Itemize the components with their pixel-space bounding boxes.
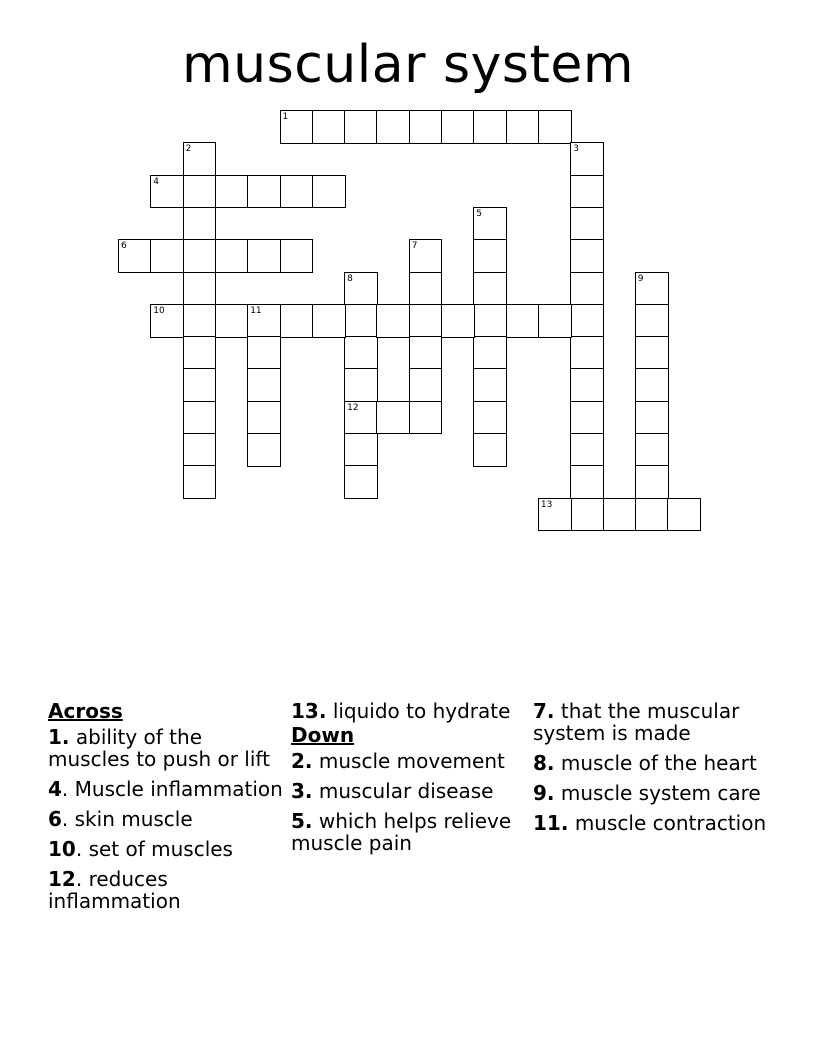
clue-text: skin muscle <box>74 807 193 831</box>
grid-cell[interactable] <box>247 175 281 209</box>
clue-number: 7 <box>533 699 547 723</box>
grid-cell[interactable] <box>473 239 507 273</box>
grid-cell[interactable] <box>247 239 281 273</box>
clue-number: 13 <box>291 699 319 723</box>
grid-cell[interactable] <box>635 272 669 306</box>
clue-text: muscle movement <box>318 749 505 773</box>
grid-cell[interactable] <box>312 110 346 144</box>
grid-cell[interactable] <box>215 239 249 273</box>
grid-cell[interactable] <box>570 368 604 402</box>
cell-number: 10 <box>153 305 165 316</box>
grid-cell[interactable] <box>280 175 314 209</box>
grid-cell[interactable] <box>570 142 604 176</box>
cell-number: 1 <box>282 112 289 122</box>
grid-cell[interactable] <box>506 110 540 144</box>
grid-cell[interactable] <box>312 304 346 338</box>
cell-number: 4 <box>153 176 160 187</box>
grid-cell[interactable] <box>409 368 443 402</box>
grid-cell[interactable] <box>473 368 507 402</box>
grid-cell[interactable] <box>247 336 281 370</box>
clue-down-7: 7. that the muscular system is made <box>533 699 740 745</box>
grid-cell[interactable] <box>538 110 572 144</box>
cell-number: 11 <box>250 305 262 316</box>
grid-cell[interactable] <box>409 336 443 370</box>
clue-number: 4 <box>48 777 62 801</box>
grid-cell[interactable] <box>473 110 507 144</box>
grid-cell[interactable] <box>409 304 443 338</box>
grid-cell[interactable] <box>570 175 604 209</box>
clue-across-1: 1. ability of the muscles to push or lift <box>48 725 270 771</box>
across-header: Across <box>48 699 123 723</box>
cell-number: 13 <box>540 499 553 510</box>
puzzle-title: muscular system <box>182 35 634 95</box>
clue-number: 1 <box>48 725 62 749</box>
clue-down-5: 5. which helps relieve muscle pain <box>291 809 512 855</box>
grid-cell[interactable] <box>247 433 281 467</box>
grid-cell[interactable] <box>183 336 217 370</box>
grid-cell[interactable] <box>506 304 540 338</box>
clue-number: 5 <box>291 809 305 833</box>
grid-cell[interactable] <box>183 272 217 306</box>
clue-down-3: 3. muscular disease <box>291 779 494 803</box>
grid-cell[interactable] <box>247 401 281 435</box>
clue-number: 9 <box>533 781 547 805</box>
grid-cell[interactable] <box>570 304 604 338</box>
grid-cell[interactable] <box>183 175 217 209</box>
grid-cell[interactable] <box>570 465 604 499</box>
grid-cell[interactable] <box>570 207 604 241</box>
clue-number: 8 <box>533 751 547 775</box>
grid-cell[interactable] <box>150 304 184 338</box>
grid-cell[interactable] <box>409 239 443 273</box>
clue-across-10: 10. set of muscles <box>48 837 233 861</box>
clues-section <box>48 700 788 1000</box>
down-header: Down <box>291 723 355 747</box>
clue-number: 10 <box>48 837 76 861</box>
clue-down-9: 9. muscle system care <box>533 781 761 805</box>
grid-cell[interactable] <box>215 304 249 338</box>
grid-cell[interactable] <box>635 304 669 338</box>
grid-cell[interactable] <box>215 175 249 209</box>
grid-cell[interactable] <box>635 368 669 402</box>
clue-text: liquido to hydrate <box>332 699 511 723</box>
grid-cell[interactable] <box>603 498 637 532</box>
clue-number: 6 <box>48 807 62 831</box>
grid-cell[interactable] <box>312 175 346 209</box>
grid-cell[interactable] <box>441 110 475 144</box>
cell-number: 9 <box>637 273 644 284</box>
clue-text: ability of the muscles to push or lift <box>48 725 270 771</box>
grid-cell[interactable] <box>247 368 281 402</box>
grid-cell[interactable] <box>570 498 604 532</box>
clue-number: 12 <box>48 867 76 891</box>
clue-across-6: 6. skin muscle <box>48 807 193 831</box>
cell-number: 3 <box>573 144 579 155</box>
grid-cell[interactable] <box>376 304 410 338</box>
clue-across-12: 12. reduces inflammation <box>48 867 181 913</box>
clue-text: muscle system care <box>560 781 761 805</box>
clue-text: that the muscular system is made <box>533 699 740 745</box>
grid-cell[interactable] <box>183 368 217 402</box>
clue-text: muscle contraction <box>574 811 767 835</box>
grid-cell[interactable] <box>635 336 669 370</box>
clue-text: Muscle inflammation <box>74 777 283 801</box>
grid-cell[interactable] <box>247 304 281 338</box>
cell-number: 8 <box>347 273 353 284</box>
grid-cell[interactable] <box>376 401 410 435</box>
grid-cell[interactable] <box>118 239 152 273</box>
grid-cell[interactable] <box>409 401 443 435</box>
cell-number: 2 <box>185 144 192 155</box>
grid-cell[interactable] <box>344 433 378 467</box>
grid-cell[interactable] <box>344 336 378 370</box>
clue-text: reduces inflammation <box>48 867 181 913</box>
clue-down-2: 2. muscle movement <box>291 749 505 773</box>
grid-cell[interactable] <box>635 401 669 435</box>
clue-down-11: 11. muscle contraction <box>533 811 767 835</box>
clue-number: 3 <box>291 779 305 803</box>
grid-cell[interactable] <box>183 465 217 499</box>
grid-cell[interactable] <box>570 401 604 435</box>
grid-cell[interactable] <box>183 433 217 467</box>
grid-cell[interactable] <box>344 304 378 338</box>
grid-cell[interactable] <box>280 239 314 273</box>
grid-cell[interactable] <box>376 110 410 144</box>
grid-cell[interactable] <box>473 207 507 241</box>
grid-cell[interactable] <box>635 498 669 532</box>
grid-cell[interactable] <box>344 272 378 306</box>
grid-cell[interactable] <box>183 142 217 176</box>
grid-cell[interactable] <box>409 272 443 306</box>
grid-cell[interactable] <box>441 304 475 338</box>
cell-number: 7 <box>411 241 418 252</box>
grid-cell[interactable] <box>473 433 507 467</box>
clues-column-2 <box>291 700 531 862</box>
cell-number: 5 <box>476 208 483 219</box>
cell-number: 12 <box>347 402 359 413</box>
clue-across-13: 13. liquido to hydrate <box>291 699 511 723</box>
grid-cell[interactable] <box>344 110 378 144</box>
grid-cell[interactable] <box>473 336 507 370</box>
clues-column-3 <box>533 700 773 842</box>
grid-cell[interactable] <box>280 110 314 144</box>
grid-cell[interactable] <box>280 304 314 338</box>
cell-number: 6 <box>121 241 127 252</box>
grid-cell[interactable] <box>344 401 378 435</box>
grid-cell[interactable] <box>667 498 701 532</box>
grid-cell[interactable] <box>183 304 217 338</box>
grid-cell[interactable] <box>150 175 184 209</box>
grid-cell[interactable] <box>570 433 604 467</box>
grid-cell[interactable] <box>150 239 184 273</box>
clue-number: 2 <box>291 749 305 773</box>
grid-cell[interactable] <box>473 304 507 338</box>
clue-down-8: 8. muscle of the heart <box>533 751 757 775</box>
clues-column-1 <box>48 700 288 920</box>
grid-cell[interactable] <box>183 207 217 241</box>
clue-across-4: 4. Muscle inflammation <box>48 777 283 801</box>
clue-text: muscular disease <box>318 779 494 803</box>
grid-cell[interactable] <box>538 498 572 532</box>
grid-cell[interactable] <box>344 465 378 499</box>
grid-cell[interactable] <box>183 401 217 435</box>
grid-cell[interactable] <box>344 368 378 402</box>
grid-cell[interactable] <box>635 433 669 467</box>
grid-cell[interactable] <box>473 272 507 306</box>
clue-text: which helps relieve muscle pain <box>291 809 512 855</box>
grid-cell[interactable] <box>570 239 604 273</box>
clue-text: set of muscles <box>88 837 233 861</box>
clue-text: muscle of the heart <box>560 751 757 775</box>
grid-cell[interactable] <box>538 304 572 338</box>
grid-cell[interactable] <box>570 272 604 306</box>
grid-cell[interactable] <box>473 401 507 435</box>
grid-cell[interactable] <box>409 110 443 144</box>
grid-cell[interactable] <box>570 336 604 370</box>
grid-cell[interactable] <box>183 239 217 273</box>
grid-cell[interactable] <box>635 465 669 499</box>
clue-number: 11 <box>533 811 561 835</box>
